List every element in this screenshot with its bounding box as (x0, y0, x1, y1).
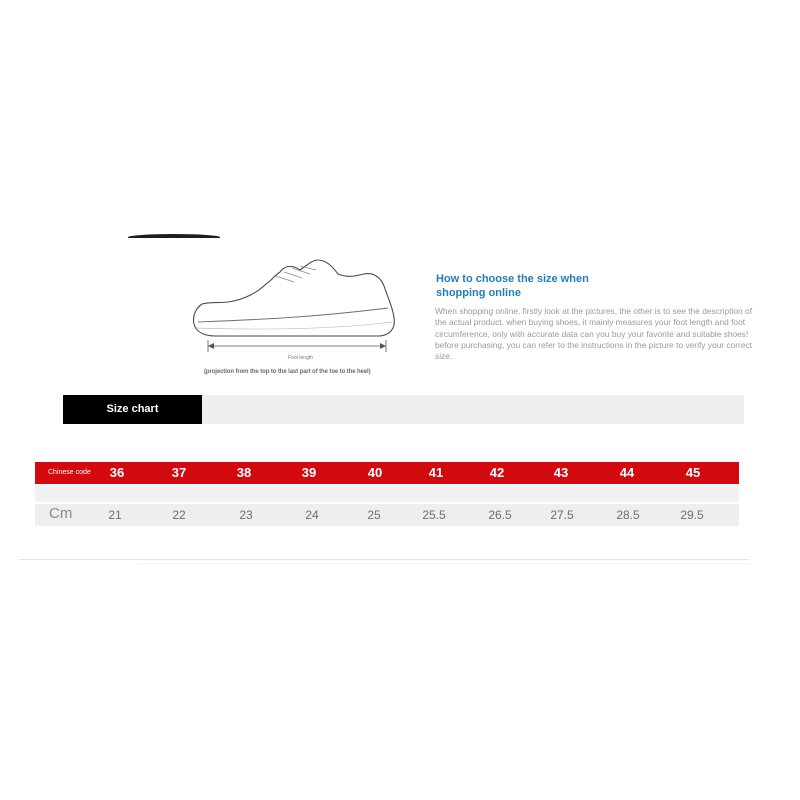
arrow-right-head (380, 343, 386, 349)
cm-cell: 26.5 (488, 508, 512, 522)
code-cell: 44 (619, 465, 635, 480)
chinese-code-header: Chinese code (48, 469, 91, 476)
foot-measure-caption: (projection from the top to the last part of the toe to the heel) (204, 369, 371, 375)
guide-title: How to choose the size when shopping online (436, 273, 589, 299)
shoe-sole-edge (196, 322, 392, 329)
foot-length-label: Foot length (288, 355, 314, 360)
shoe-laces (276, 266, 316, 282)
code-cell: 37 (171, 465, 187, 480)
blank-row (35, 485, 739, 502)
cm-row (35, 504, 739, 526)
guide-description: When shopping online, firstly look at the pictures, the other is to see the description of the actual product. when buying shoes, it mainly measures your foot length and foot circumference, only with accurate data can you buy your favorite and suitable shoes! before purchasing, you can refer to the instructions in the picture to verify your correct size. (435, 306, 753, 362)
size-chart-title: Size chart (63, 395, 202, 424)
cm-cell: 25 (367, 508, 381, 522)
cm-cell: 24 (305, 508, 319, 522)
cm-cell: 25.5 (422, 508, 446, 522)
shoe-measurement-illustration (188, 252, 403, 360)
code-cell: 39 (301, 465, 317, 480)
divider-line (18, 559, 750, 560)
cm-cell: 27.5 (550, 508, 574, 522)
code-cell: 41 (428, 465, 444, 480)
cm-cell: 23 (239, 508, 253, 522)
chinese-code-row (35, 462, 739, 484)
size-table (35, 462, 739, 526)
code-cell: 40 (367, 465, 383, 480)
arrow-left-head (208, 343, 214, 349)
cm-cell: 22 (172, 508, 186, 522)
size-chart-header-bar (63, 395, 744, 424)
code-cell: 38 (236, 465, 252, 480)
shoe-sole (198, 308, 388, 322)
cm-header: Cm (49, 505, 73, 522)
code-cell: 36 (109, 465, 125, 480)
code-cell: 45 (685, 465, 701, 480)
cm-cell: 28.5 (616, 508, 640, 522)
code-cell: 43 (553, 465, 569, 480)
cm-cell: 29.5 (680, 508, 704, 522)
divider-line (138, 563, 750, 564)
decorative-stroke (128, 234, 220, 238)
cm-cell: 21 (108, 508, 122, 522)
code-cell: 42 (489, 465, 505, 480)
